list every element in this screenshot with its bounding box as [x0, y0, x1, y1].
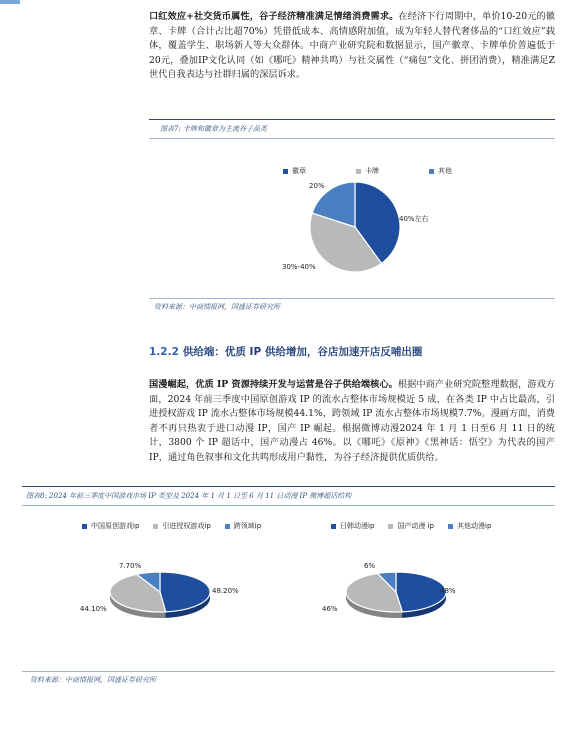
legend-swatch — [82, 524, 87, 529]
legend-label: 国产动漫 ip — [397, 522, 435, 530]
legend-item — [429, 166, 452, 176]
figure7-caption: 图表7: 卡牌和徽章为主流谷子品类 — [160, 125, 268, 133]
figure8-right-pie-chart — [336, 560, 456, 635]
top-accent-mark — [0, 0, 20, 4]
pie-label: 40%左右 — [399, 215, 429, 223]
legend-item — [153, 521, 210, 531]
pie-label: 7.70% — [119, 562, 142, 570]
paragraph-lead: 口红效应+社交货币属性，谷子经济精准满足情绪消费需求。 — [149, 11, 399, 22]
figure8-source: 资料来源：中商情报网，国盛证券研究所 — [30, 676, 156, 684]
caption-rule-bottom — [149, 138, 555, 139]
paragraph-ip-supply — [149, 378, 555, 466]
caption-rule-bottom — [22, 505, 555, 506]
pie-label: 44.10% — [80, 605, 107, 613]
source-rule — [22, 671, 555, 672]
pie-slices — [346, 572, 446, 618]
paragraph-body: 根据中商产业研究院整理数据，游戏方面，2024 年前三季度中国原创游戏 IP 的流水占整体市场规模近 5 成，在各类 IP 中占比最高，引进授权游戏 IP 流水占整体市场规模44.1%，跨领域 IP 流水占整体市场规模7.7%。漫画方面，消费者不再只热衷于进口动漫 IP，国产 IP 崛起。根据微博动漫2024 年 1 月 1 日至6 月 11 日的统计，3800 个 IP 超话中，国产动漫占 46%。以《哪吒》《原神》《黑神话：悟空》为代表的国产 IP，通过角色叙事和文化共鸣形成用户黏性，为谷子经济提供优质供给。 — [149, 379, 555, 463]
legend-label: 其他动漫ip — [457, 522, 492, 530]
legend-label: 徽章 — [292, 167, 306, 175]
legend-label: 中国原创游戏ip — [91, 522, 140, 530]
paragraph-lead: 国漫崛起，优质 IP 资源持续开发与运营是谷子供给端核心。 — [149, 379, 398, 390]
caption-rule-top — [22, 486, 555, 487]
figure8-left-pie-chart — [100, 560, 220, 635]
legend-item — [82, 521, 139, 531]
legend-item — [331, 521, 374, 531]
legend-item — [225, 521, 261, 531]
legend-swatch — [331, 524, 336, 529]
pie-label: 20% — [309, 182, 325, 190]
section-title: 供给端：优质 IP 供给增加，谷店加速开店反哺出圈 — [182, 346, 423, 358]
caption-rule-top — [149, 119, 555, 120]
figure8-left-legend — [82, 521, 275, 531]
section-number: 1.2.2 — [149, 346, 179, 358]
legend-swatch — [448, 524, 453, 529]
legend-swatch — [283, 169, 288, 174]
legend-swatch — [388, 524, 393, 529]
legend-label: 跨领域ip — [233, 522, 262, 530]
figure8-caption: 图表8: 2024 年前三季度中国游戏市场 IP 类型及 2024 年 1 月 1 日至 6 月 11 日动漫 IP 微博超话结构 — [26, 492, 352, 500]
pie-label: 48% — [440, 587, 456, 595]
legend-item — [448, 521, 491, 531]
pie-slices — [310, 182, 400, 272]
legend-swatch — [429, 169, 434, 174]
pie-label: 46% — [322, 605, 338, 613]
figure7-source: 资料来源：中商情报网，国盛证券研究所 — [154, 303, 280, 311]
legend-swatch — [153, 524, 158, 529]
legend-item — [388, 521, 434, 531]
legend-label: 引进授权游戏ip — [162, 522, 211, 530]
legend-label: 卡牌 — [365, 167, 379, 175]
legend-label: 日韩动漫ip — [340, 522, 375, 530]
legend-swatch — [225, 524, 230, 529]
figure8-right-legend — [331, 521, 505, 531]
source-rule — [149, 298, 555, 299]
paragraph-body: 在经济下行周期中，单价10-20元的徽章、卡牌（合计占比超70%）凭借低成本、高情感附加值，成为年轻人替代奢侈品的“口红效应”载体，覆盖学生、职场新人等大众群体。中商产业研究院和数据显示，国产徽章、卡牌单价普遍低于 20元，叠加IP文化认同（如《哪吒》精神共鸣）与社交属性（“痛包”文化、拼团消费），精准满足Z世代自我表达与社群归属的深层诉求。 — [149, 11, 555, 81]
pie-label: 48.20% — [212, 587, 239, 595]
section-heading — [149, 344, 422, 359]
pie-slices — [110, 572, 210, 618]
pie-label: 6% — [364, 562, 376, 570]
legend-label: 其他 — [438, 167, 452, 175]
paragraph-lipstick-effect — [149, 10, 555, 83]
pie-label: 30%-40% — [282, 263, 316, 271]
